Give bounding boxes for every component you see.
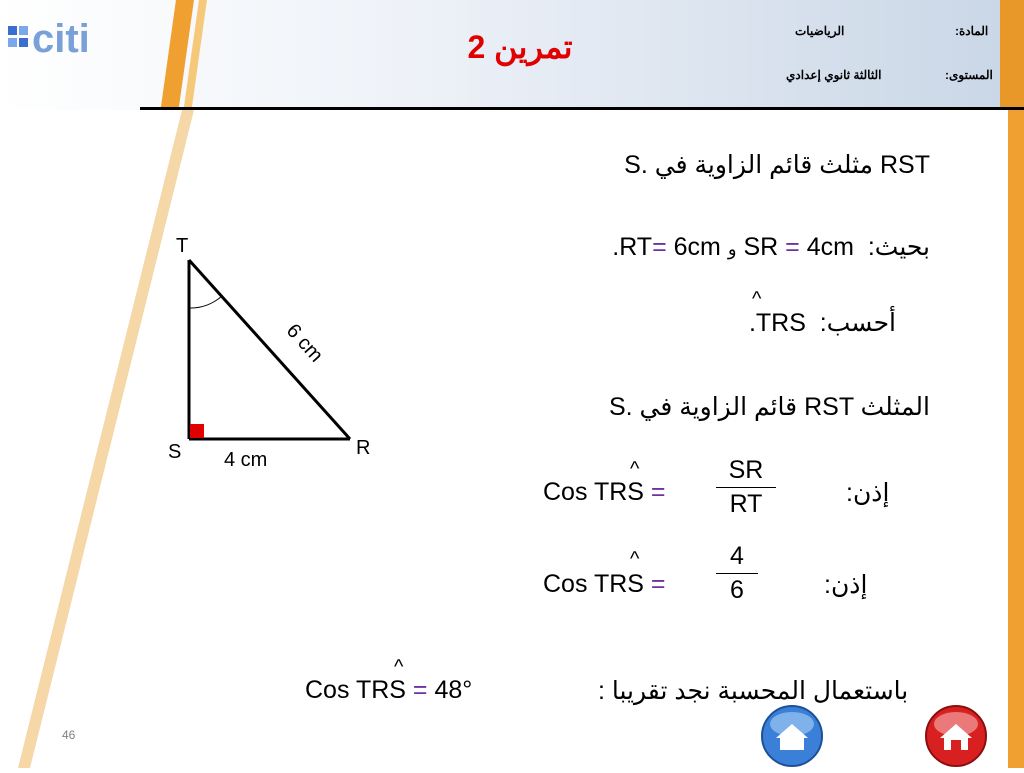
angle-hat-1: ^ [752, 288, 762, 310]
line2-sr: SR [743, 233, 779, 261]
line1-vertex: S [624, 151, 641, 179]
level-value: الثالثة ثانوي إعدادي [786, 68, 882, 82]
fraction-1-denominator: RT [729, 490, 763, 518]
right-angle-marker [190, 424, 204, 438]
line4-prefix: المثلث [860, 393, 930, 421]
vertex-s-label: S [168, 441, 182, 463]
angle-hat-2: ^ [630, 458, 640, 480]
slide-title: تمرين 2 [467, 29, 573, 65]
line2-and: و [727, 239, 737, 259]
calculator-text: باستعمال المحسبة نجد تقريبا : [598, 677, 909, 705]
cos-expression-1 [543, 478, 666, 507]
statement-line-3: .TRS أحسب: [748, 309, 896, 337]
fraction-4-6 [716, 542, 758, 605]
statement-line-1: S. مثلث قائم الزاوية في RST [624, 151, 930, 179]
level-label: المستوى: [945, 68, 993, 82]
hypotenuse-length-label: 6 cm [281, 319, 328, 367]
therefore-1: إذن: [846, 479, 890, 507]
statement-line-4: S. قائم الزاوية في RST المثلث [608, 393, 930, 421]
angle-hat-3: ^ [630, 548, 640, 570]
line2-sr-value: 4cm [806, 233, 854, 261]
line1-text: مثلث قائم الزاوية في [654, 151, 874, 179]
right-stripe [1008, 110, 1024, 768]
fraction-1-numerator: SR [728, 456, 764, 484]
fraction-2-numerator: 4 [730, 542, 744, 570]
eq-1: = [650, 478, 666, 506]
eq-3: = [412, 676, 428, 704]
line2-eq-sr: = [785, 233, 800, 261]
vertex-r-label: R [356, 437, 371, 459]
citi-logo [8, 18, 120, 62]
line1-triangle: RST [880, 151, 930, 179]
result-value: 48° [434, 676, 473, 704]
eq-2: = [650, 570, 666, 598]
header-divider [140, 107, 1024, 110]
home-return-icon [924, 704, 988, 768]
fraction-sr-rt [716, 456, 776, 519]
vertex-t-label: T [176, 235, 189, 257]
fraction-2-denominator: 6 [730, 576, 744, 604]
line2-prefix: بحيث: [867, 233, 930, 261]
line3-prefix: أحسب: [819, 309, 896, 337]
cos-angle-1: TRS [593, 478, 644, 506]
line4-text: قائم الزاوية في [639, 393, 798, 421]
fraction-2-bar [716, 573, 758, 574]
subject-value: الرياضيات [795, 24, 845, 38]
return-nav-button[interactable] [924, 704, 988, 768]
angle-hat-4: ^ [394, 656, 404, 678]
page-number: 46 [62, 728, 76, 742]
line4-vertex: S [608, 393, 626, 421]
fraction-1-bar [716, 487, 776, 488]
cos-label-3: Cos [305, 676, 350, 704]
subject-label: المادة: [955, 24, 989, 38]
statement-line-2: .RT= 6cm و SR = 4cm بحيث: [612, 233, 930, 261]
cos-angle-2: TRS [593, 570, 644, 598]
triangle-figure [150, 228, 410, 478]
cos-result [305, 676, 472, 705]
cos-angle-3: TRS [355, 676, 406, 704]
line2-eq-rt: = [652, 233, 667, 261]
therefore-2: إذن: [824, 571, 868, 599]
line3-angle: TRS [755, 309, 806, 337]
cos-label-2: Cos [543, 570, 588, 598]
line4-triangle: RST [804, 393, 854, 421]
home-icon [760, 704, 824, 768]
cos-label-1: Cos [543, 478, 588, 506]
home-nav-button[interactable] [760, 704, 824, 768]
line2-rt-value: 6cm [673, 233, 721, 261]
header-stripe-dark [1000, 0, 1024, 110]
line2-rt: RT [619, 233, 653, 261]
base-length-label: 4 cm [224, 449, 268, 471]
cos-expression-2 [543, 570, 666, 599]
svg-text:citi: citi [32, 18, 90, 61]
